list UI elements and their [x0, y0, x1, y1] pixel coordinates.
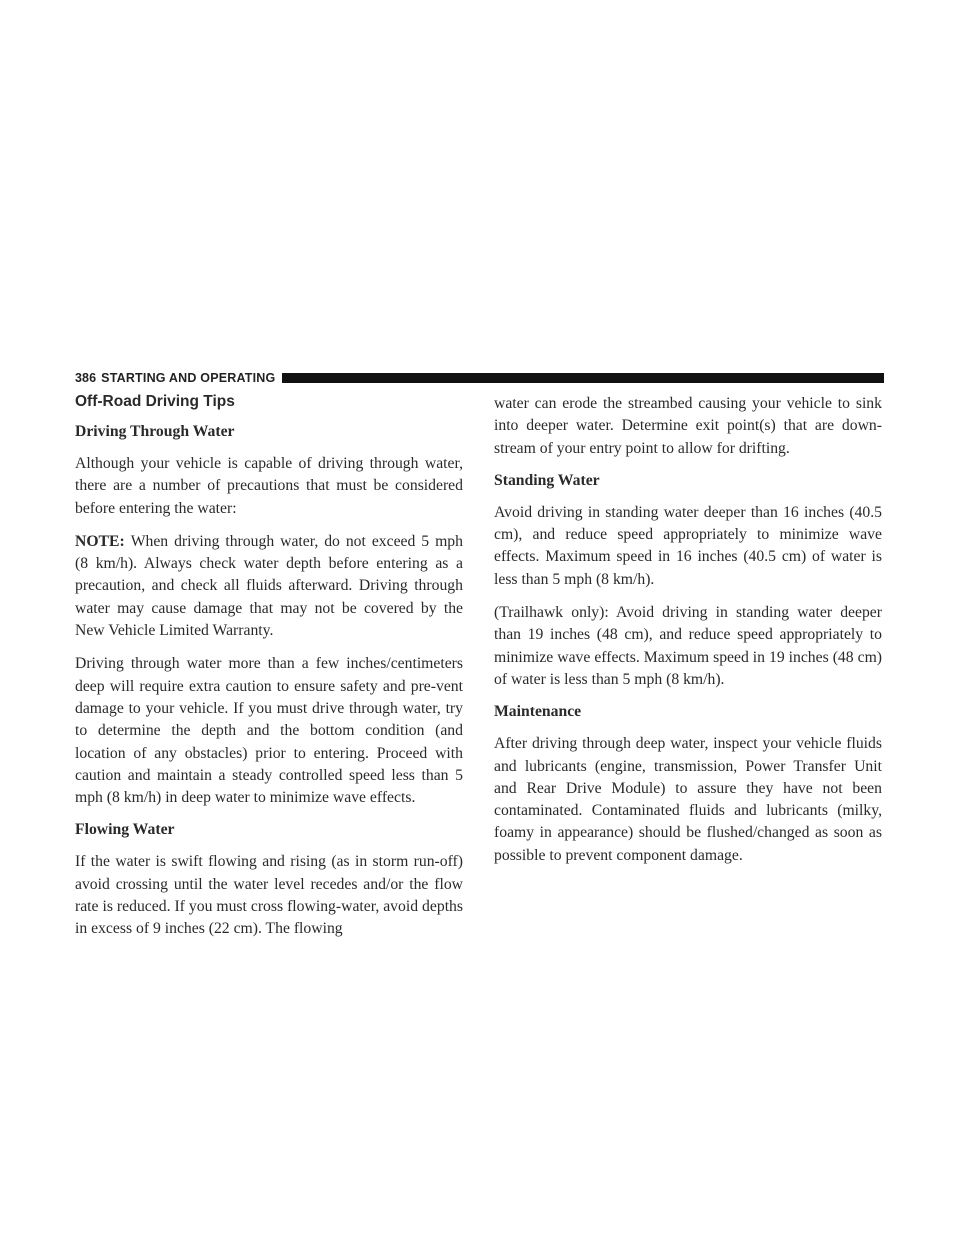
- paragraph-caution: Driving through water more than a few inches/centimeters deep will require extra caution to ensure safety and pre-vent damage to your vehicle. If you must drive through water, try to determine the depth and the bottom condition (and location of any obstacles) prior to entering. Proceed with caution and maintain a steady controlled speed less than 5 mph (8 km/h) in deep water to minimize wave effects.: [75, 655, 463, 807]
- left-column: [75, 393, 463, 952]
- subheading-standing-water: Standing Water: [494, 471, 600, 489]
- paragraph-flowing-continued: water can erode the streambed causing your vehicle to sink into deeper water. Determine exit point(s) that are down-stream of your entry point to allow for drifting.: [494, 395, 882, 457]
- paragraph-flowing: If the water is swift flowing and rising (as in storm run-off) avoid crossing until the water level recedes and/or the flow rate is reduced. If you must cross flowing-water, avoid depths in excess of 9 inches (22 cm). The flowing: [75, 853, 463, 938]
- subheading-flowing-water: Flowing Water: [75, 821, 175, 839]
- section-heading: Off-Road Driving Tips: [75, 393, 235, 410]
- note-label: NOTE:: [75, 532, 125, 550]
- paragraph-trailhawk: (Trailhawk only): Avoid driving in standing water deeper than 19 inches (48 cm), and reduce speed appropriately to minimize wave effects. Maximum speed in 19 inches (48 cm) of water is less than 5 mph (8 km/h).: [494, 604, 882, 688]
- paragraph-maintenance: After driving through deep water, inspect your vehicle fluids and lubricants (engine, transmission, Power Transfer Unit and Rear Drive Module) to assure they have not been contaminated. Contaminated fluids and lubricants (milky, foamy in appearance) should be flushed/changed as soon as possible to prevent component damage.: [494, 735, 882, 864]
- page-number: 386: [75, 371, 97, 385]
- paragraph-intro: Although your vehicle is capable of driving through water, there are a number of precautions that must be considered before entering the water:: [75, 455, 463, 517]
- header-rule: [282, 373, 884, 383]
- right-column: [494, 393, 882, 878]
- note-text: When driving through water, do not exceed 5 mph (8 km/h). Always check water depth before entering as a precaution, and check all fluids afterward. Driving through water may cause damage that may not be covered by the New Vehicle Limited Warranty.: [75, 532, 463, 640]
- page-header: [75, 371, 884, 385]
- paragraph-standing: Avoid driving in standing water deeper than 16 inches (40.5 cm), and reduce speed appropriately to minimize wave effects. Maximum speed in 16 inches (40.5 cm) of water is less than 5 mph (8 km/h).: [494, 503, 882, 588]
- note-paragraph: [75, 531, 463, 642]
- subheading-maintenance: Maintenance: [494, 703, 582, 721]
- subheading-driving-through-water: Driving Through Water: [75, 423, 235, 440]
- section-title: STARTING AND OPERATING: [101, 371, 276, 385]
